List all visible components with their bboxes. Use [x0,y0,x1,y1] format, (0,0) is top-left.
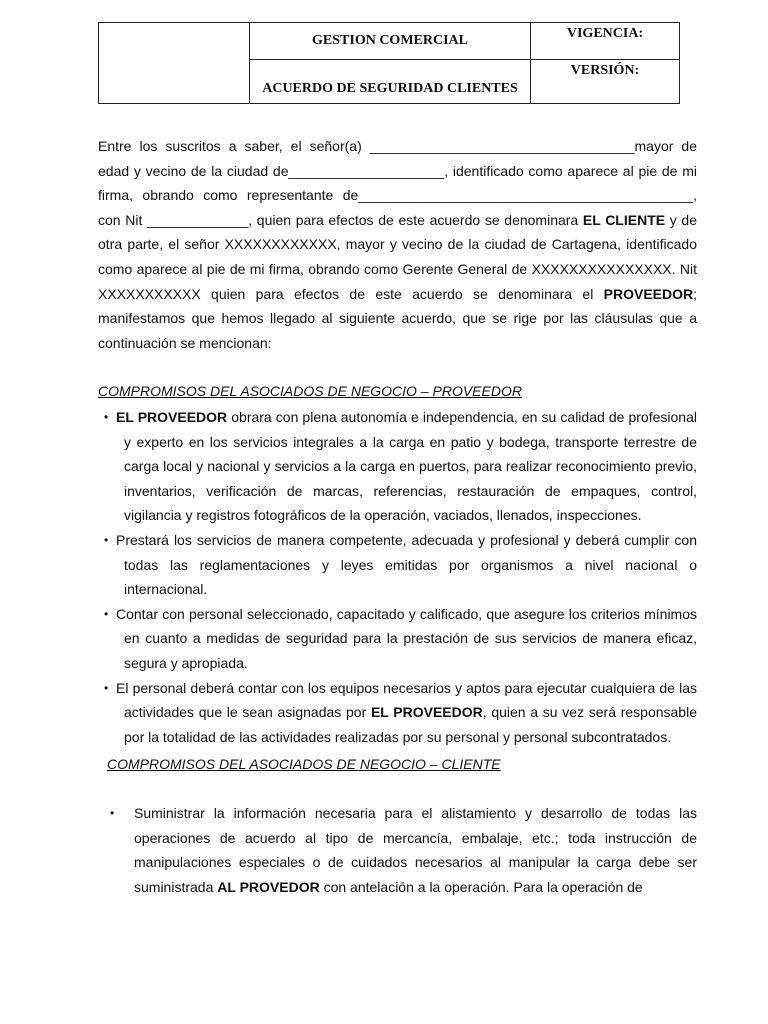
bullet-icon: • [104,606,109,621]
vigencia-label: VIGENCIA: [566,26,644,41]
client-commitments-list [108,801,697,899]
item-text: con antelación a la operación. Para la operación de [319,878,643,895]
provider-term-bold: EL PROVEEDOR [370,704,483,721]
bullet-icon: • [104,680,109,695]
header-subtitle-cell [250,60,531,104]
provider-commitments-list [98,405,697,749]
bullet-icon: • [110,806,115,820]
list-item [98,528,697,602]
provider-term-bold: AL PROVEDOR [217,878,320,895]
list-item [108,801,697,899]
bullet-icon: • [104,532,109,547]
provider-term-bold: EL PROVEEDOR [116,409,228,425]
header-title-cell [250,23,531,60]
logo-cell [99,23,250,104]
list-item [98,602,697,676]
header-title: GESTION COMERCIAL [312,33,468,48]
intro-part-3: ; manifestamos que hemos llegado al siguiente acuerdo, que se rige por las cláusulas que a continuación se mencionan: [98,285,697,351]
intro-text [98,134,697,355]
bullet-icon: • [104,410,109,424]
section-provider-title: COMPROMISOS DEL ASOCIADOS DE NEGOCIO – PROVEEDOR [98,383,522,399]
item-text: Contar con personal seleccionado, capacitado y calificado, que asegure los criterios mínimos en cuanto a medidas de seguridad para la prestación de sus servicios de manera eficaz, segura y apropiada. [116,605,697,671]
item-text: Suministrar la información necesaria para el alistamiento y desarrollo de todas las operaciones de acuerdo al tipo de mercancía, embalaje, etc.; toda instrucción de manipulaciones especiales o de cuidados necesarios al manipular la carga debe ser suministrada [134,805,697,895]
version-label: VERSIÓN: [570,63,640,78]
intro-part-2: y de otra parte, el señor XXXXXXXXXXXX, mayor y vecino de la ciudad de Cartagena, identificado como aparece al pie de mi firma, obrando como Gerente General de XXXXXXXXXXXXXXX. Nit XXXXXXXXXXX quien para efectos de este acuerdo se denominara el [98,211,697,302]
list-item [98,405,697,528]
item-text: Prestará los servicios de manera competente, adecuada y profesional y deberá cumplir con todas las reglamentaciones y leyes emitidas por organismos a nivel nacional o internacional. [116,531,697,598]
header-subtitle: ACUERDO DE SEGURIDAD CLIENTES [262,81,518,96]
item-text: El personal deberá contar con los equipos necesarios y aptos para ejecutar cualquiera de las actividades que le sean asignadas por [116,679,697,721]
item-text: obrara con plena autonomía e independencia, en su calidad de profesional y experto en los servicios integrales a la carga en patio y bodega, transporte terrestre de carga local y nacional y servicios a la carga en puertos, para realizar reconocimiento previo, inventarios, verificación de marcas, referencias, restauración de empaques, control, vigilancia y registros fotográficos de la operación, vaciados, llenados, inspecciones. [124,409,697,524]
section-client-title: COMPROMISOS DEL ASOCIADOS DE NEGOCIO – CLIENTE [107,756,501,772]
intro-part-1: Entre los suscritos a saber, el señor(a) __________________________________mayor de edad y vecino de la ciudad de____________________, identificado como aparece al pie de mi firma, obrando como representante de___________________________________________, con Nit _____________, quien para efectos de este acuerdo se denominara [98,138,697,228]
provider-term: PROVEEDOR [603,285,694,302]
list-item [98,676,697,750]
vigencia-cell [531,23,680,60]
document-header-table [98,22,680,104]
intro-paragraph [98,134,697,355]
version-cell [531,60,680,104]
item-text: , quien a su vez será responsable por la totalidad de las actividades realizadas por su personal y personal subcontratados. [124,704,697,745]
client-term: EL CLIENTE [582,211,666,228]
